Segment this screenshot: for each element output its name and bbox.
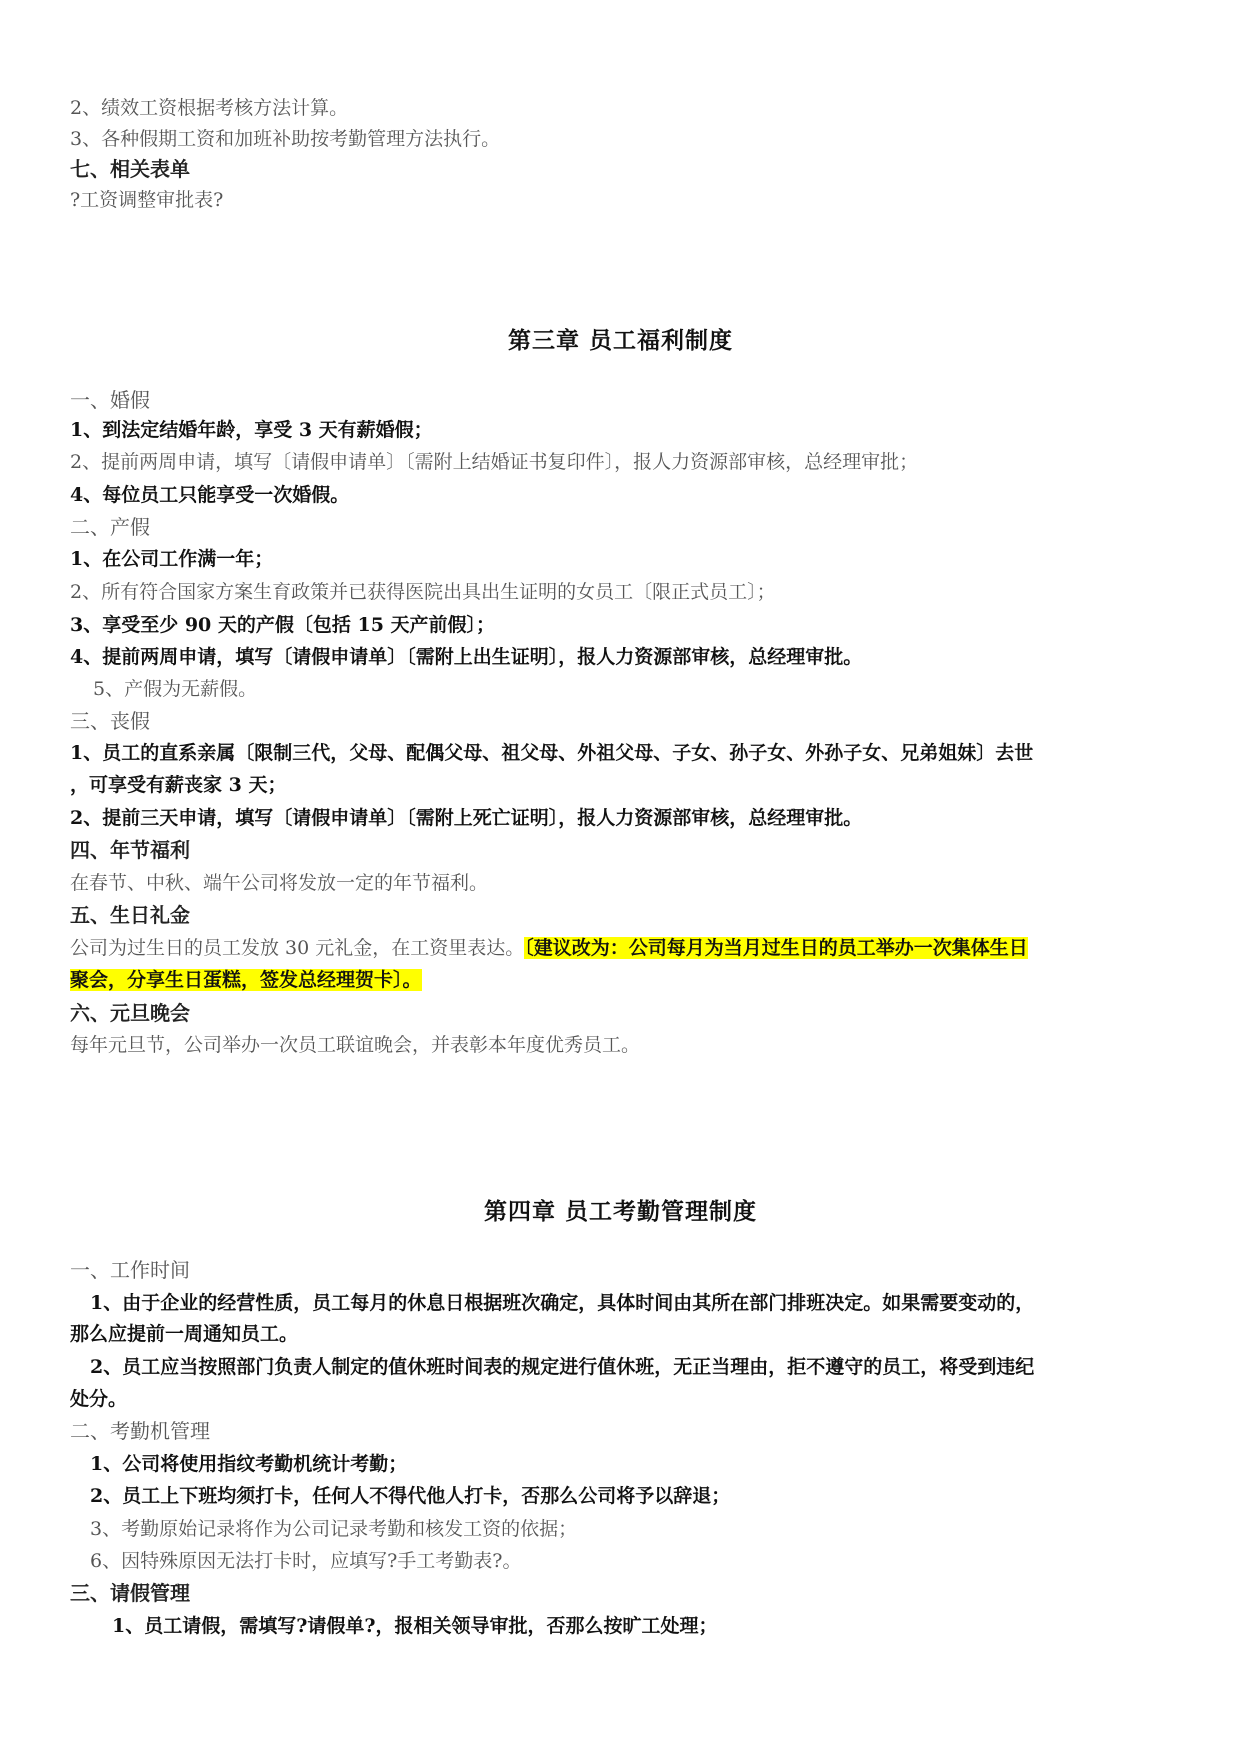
- text-line: 3、各种假期工资和加班补助按考勤管理方法执行。: [70, 128, 501, 150]
- text-line: 4、提前两周申请，填写〔请假申请单〕〔需附上出生证明〕，报人力资源部审核，总经理审批。: [70, 646, 863, 668]
- section-heading: 二、产假: [70, 515, 150, 539]
- text-line: 处分。: [70, 1388, 128, 1410]
- text-line: 2、员工应当按照部门负责人制定的值休班时间表的规定进行值休班，无正当理由，拒不遵守的员工，将受到违纪: [90, 1356, 1035, 1378]
- text-line: 3、享受至少 90 天的产假〔包括 15 天产前假〕；: [70, 614, 496, 636]
- text-line: [70, 937, 1028, 959]
- text-line: 2、所有符合国家方案生育政策并已获得医院出具出生证明的女员工〔限正式员工〕；: [70, 581, 776, 603]
- text-line: 4、每位员工只能享受一次婚假。: [70, 484, 350, 506]
- section-heading: 六、元旦晚会: [70, 1001, 190, 1025]
- text-line: 2、绩效工资根据考核方法计算。: [70, 97, 349, 119]
- section-heading: 一、婚假: [70, 388, 150, 412]
- text-line: 3、考勤原始记录将作为公司记录考勤和核发工资的依据；: [90, 1518, 578, 1540]
- text-line: 1、公司将使用指纹考勤机统计考勤；: [90, 1453, 408, 1475]
- section-heading: 七、相关表单: [70, 157, 190, 181]
- section-heading: 一、工作时间: [70, 1258, 190, 1282]
- text-line: 5、产假为无薪假。: [93, 678, 258, 700]
- text-line: 1、由于企业的经营性质，员工每月的休息日根据班次确定，具体时间由其所在部门排班决定。如果需要变动的，: [90, 1292, 1035, 1314]
- birthday-text: 公司为过生日的员工发放 30 元礼金，在工资里表达。: [70, 937, 525, 959]
- section-heading: 四、年节福利: [70, 838, 190, 862]
- text-line: 1、员工请假，需填写?请假单?，报相关领导审批，否那么按旷工处理；: [112, 1615, 718, 1637]
- text-line: 1、在公司工作满一年；: [70, 548, 274, 570]
- section-heading: 二、考勤机管理: [70, 1419, 210, 1443]
- text-line: 那么应提前一周通知员工。: [70, 1323, 299, 1345]
- text-line: 每年元旦节，公司举办一次员工联谊晚会，并表彰本年度优秀员工。: [70, 1034, 641, 1056]
- text-line: ?工资调整审批表?: [70, 189, 224, 211]
- chapter-title: 第四章 员工考勤管理制度: [483, 1198, 757, 1225]
- highlighted-suggestion: 〔建议改为：公司每月为当月过生日的员工举办一次集体生日: [524, 937, 1028, 959]
- text-line: 在春节、中秋、端午公司将发放一定的年节福利。: [70, 872, 489, 894]
- text-line: 1、员工的直系亲属〔限制三代，父母、配偶父母、祖父母、外祖父母、子女、孙子女、外孙子女、兄弟姐妹〕去世: [70, 742, 1034, 764]
- text-line: 2、提前两周申请，填写〔请假申请单〕〔需附上结婚证书复印件〕，报人力资源部审核，总经理审批；: [70, 451, 919, 473]
- text-line: 2、提前三天申请，填写〔请假申请单〕〔需附上死亡证明〕，报人力资源部审核，总经理审批。: [70, 807, 863, 829]
- text-line: [70, 969, 422, 991]
- highlighted-suggestion: 聚会，分享生日蛋糕，签发总经理贺卡〕。: [70, 969, 422, 991]
- text-line: ，可享受有薪丧家 3 天；: [70, 774, 287, 796]
- section-heading: 五、生日礼金: [70, 903, 190, 927]
- chapter-title: 第三章 员工福利制度: [507, 327, 733, 354]
- section-heading: 三、请假管理: [70, 1581, 190, 1605]
- text-line: 2、员工上下班均须打卡，任何人不得代他人打卡，否那么公司将予以辞退；: [90, 1485, 731, 1507]
- text-line: 1、到法定结婚年龄，享受 3 天有薪婚假；: [70, 419, 433, 441]
- section-heading: 三、丧假: [70, 709, 150, 733]
- text-line: 6、因特殊原因无法打卡时，应填写?手工考勤表?。: [90, 1550, 522, 1572]
